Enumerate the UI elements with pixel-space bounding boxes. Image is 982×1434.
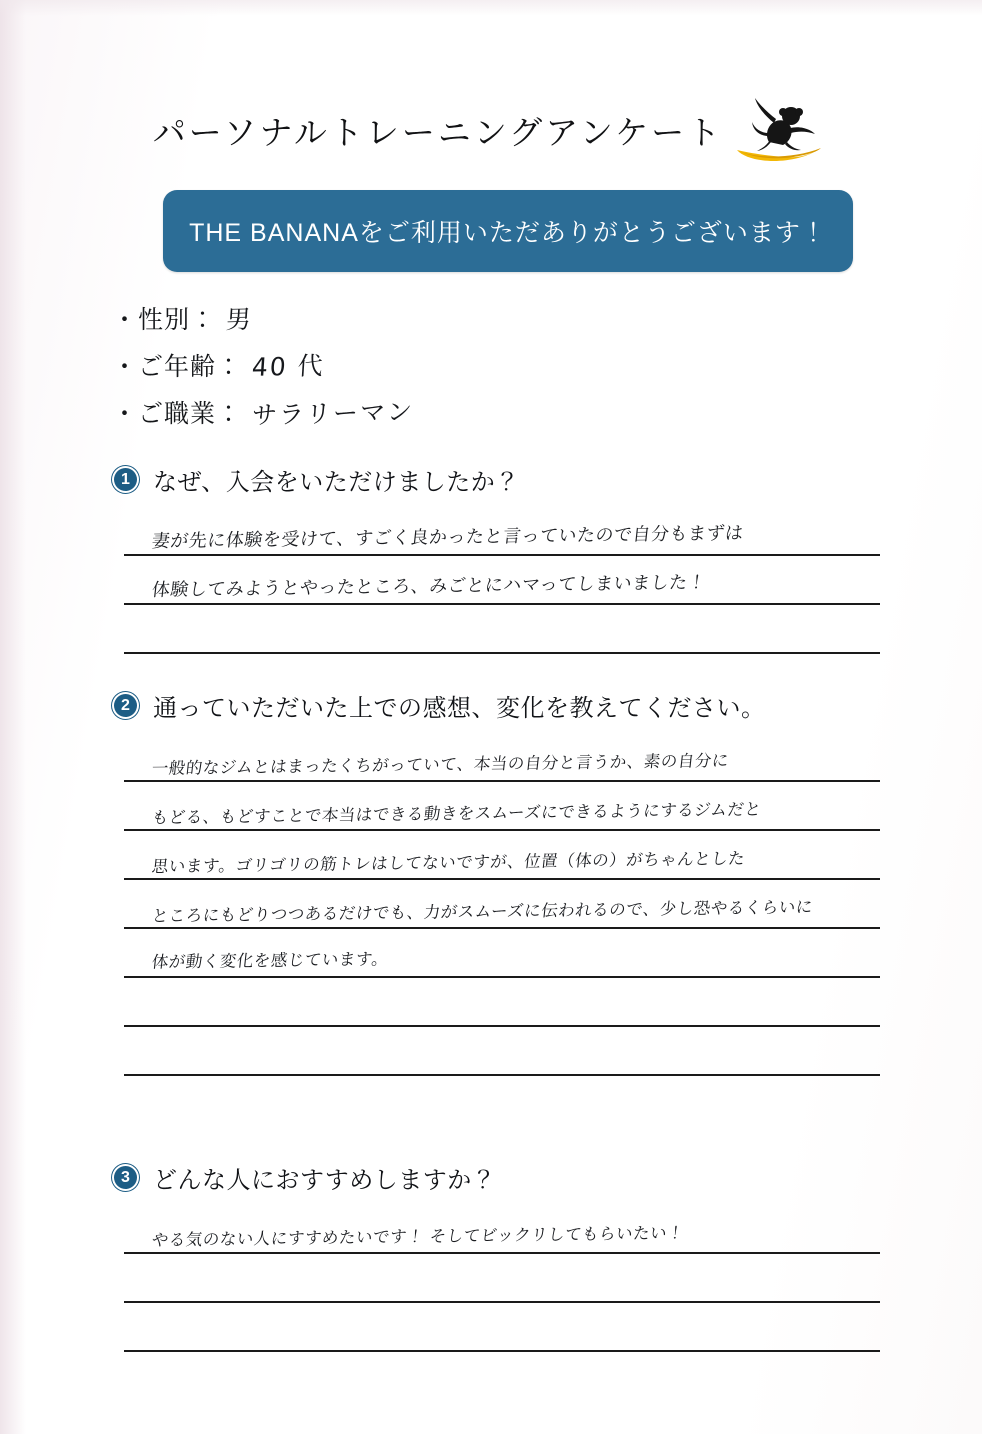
answer-line[interactable] — [124, 1027, 880, 1076]
question-block-1 — [112, 462, 880, 654]
answer-text: 一般的なジムとはまったくちがっていて、本当の自分と言うか、素の自分に — [150, 750, 730, 779]
answer-line[interactable] — [124, 1205, 880, 1254]
question-block-3 — [112, 1160, 880, 1352]
question-number-2: 2 — [112, 692, 139, 719]
profile-row-age — [112, 347, 872, 394]
profile-value-gender: 男 — [225, 304, 254, 335]
answer-line[interactable] — [124, 880, 880, 929]
scan-edge-shadow-top — [0, 0, 982, 16]
answer-text: ところにもどりつつあるだけでも、力がスムーズに伝われるので、少し恐やるくらいに — [150, 897, 814, 926]
answer-lines-2 — [112, 733, 880, 1076]
question-number-3: 3 — [112, 1164, 139, 1191]
answer-line[interactable] — [124, 831, 880, 880]
answer-text: 体が動く変化を感じています。 — [150, 949, 390, 972]
answer-text: 妻が先に体験を受けて、すごく良かったと言っていたので自分もまずは — [150, 522, 745, 553]
scan-edge-shadow-left — [0, 0, 26, 1434]
answer-text: 体験してみようとやったところ、みごとにハマってしまいました！ — [150, 572, 708, 601]
answer-line[interactable] — [124, 1254, 880, 1303]
answer-line[interactable] — [124, 507, 880, 556]
answer-line[interactable] — [124, 978, 880, 1027]
answer-text: もどる、もどすことで本当はできる動きをスムーズにできるようにするジムだと — [150, 799, 763, 828]
question-header-2 — [112, 688, 880, 723]
profile-label-age: ・ご年齢： — [112, 353, 243, 381]
question-text-2: 通っていただいた上での感想、変化を教えてください。 — [153, 695, 766, 722]
answer-text: やる気のない人にすすめたいです！ そしてビックリしてもらいたい！ — [150, 1223, 686, 1250]
profile-value-age: 40 代 — [251, 351, 326, 382]
profile-row-gender — [112, 300, 872, 347]
question-text-3: どんな人におすすめしますか？ — [153, 1167, 497, 1194]
monkey-on-banana-icon — [729, 92, 829, 168]
answer-lines-3 — [112, 1205, 880, 1352]
answer-line[interactable] — [124, 1303, 880, 1352]
page-title: パーソナルトレーニングアンケート — [152, 113, 724, 151]
answer-lines-1 — [112, 507, 880, 654]
answer-text: 思います。ゴリゴリの筋トレはしてないですが、位置（体の）がちゃんとした — [150, 848, 747, 877]
profile-row-occupation — [112, 394, 872, 441]
question-text-1: なぜ、入会をいただけましたか？ — [153, 469, 520, 496]
answer-line[interactable] — [124, 733, 880, 782]
question-header-1 — [112, 462, 880, 497]
question-block-2 — [112, 688, 880, 1076]
thanks-banner — [163, 190, 853, 272]
question-header-3 — [112, 1160, 880, 1195]
answer-line[interactable] — [124, 556, 880, 605]
answer-line[interactable] — [124, 929, 880, 978]
profile-list — [112, 300, 872, 441]
answer-line[interactable] — [124, 605, 880, 654]
profile-label-gender: ・性別： — [112, 306, 217, 334]
thanks-banner-text: THE BANANAをご利用いただありがとうございます！ — [189, 219, 827, 247]
title-row — [0, 92, 982, 168]
question-number-1: 1 — [112, 466, 139, 493]
profile-label-occupation: ・ご職業： — [112, 400, 243, 428]
answer-line[interactable] — [124, 782, 880, 831]
profile-value-occupation: サラリーマン — [251, 396, 415, 431]
